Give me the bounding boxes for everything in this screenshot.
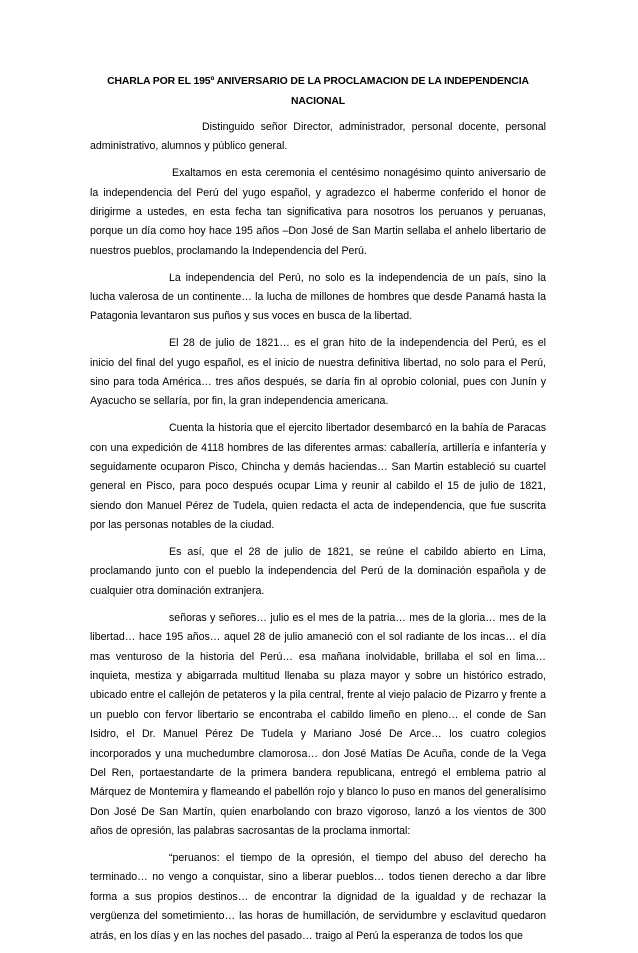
document-body — [90, 118, 546, 953]
paragraph: Cuenta la historia que el ejercito libertador desembarcó en la bahía de Paracas con una expedición de 4118 hombres de las diferentes armas: caballería, artillería e infantería y seguidamente ocuparon Pisco, Chincha y demás haciendas… San Martin estableció su cuartel general en Pisco, para poco después ocupar Lima y reunir al cabildo el 15 de julio de 1821, siendo don Manuel Pérez de Tudela, quien redacta el acta de independencia, que fue suscrita por las personas notables de la ciudad. — [90, 422, 546, 532]
paragraph: señoras y señores… julio es el mes de la patria… mes de la gloria… mes de la libertad… hace 195 años… aquel 28 de julio amaneció con el sol radiante de los incas… el día mas venturoso de la historia del Perú… esa mañana inolvidable, brillaba el sol en lima… inquieta, mestiza y abigarrada multitud llenaba su plaza mayor y sobre un histórico estrado, ubicado entre el callejón de petateros y la pila central, frente al viejo palacio de Pizarro y frente a un pueblo con fervor libertario se encontraba el cabildo limeño en pleno… el conde de San Isidro, el Dr. Manuel Pérez De Tudela y Mariano José De Arce… los cuatro colegios incorporados y una muchedumbre clamorosa… don José Matías De Acuña, conde de la Vega Del Ren, portaestandarte de la primera bandera republicana, entregó el emblema patrio al Márquez de Montemira y flameando el pabellón rojo y blanco lo puso en manos del generalísimo Don José De San Martín, quien enarbolando con brazo vigoroso, lanzó a los vientos de 300 años de opresión, las palabras sacrosantas de la proclama inmortal: — [90, 611, 546, 838]
paragraph: “peruanos: el tiempo de la opresión, el tiempo del abuso del derecho ha terminado… no vengo a conquistar, sino a liberar pueblos… todos tienen derecho a dar libre forma a sus propios destinos… de encontrar la dignidad de la igualdad y de rechazar la vergüenza del sometimiento… las horas de humillación, de servidumbre y esclavitud quedaron atrás, en los días y en las noches del pasado… traigo al Perú la esperanza de todos los que — [90, 851, 546, 942]
paragraph: Es así, que el 28 de julio de 1821, se reúne el cabildo abierto en Lima, proclamando junto con el pueblo la independencia del Perú de la dominación española y de cualquier otra dominación extranjera. — [90, 546, 546, 597]
paragraph: Exaltamos en esta ceremonia el centésimo nonagésimo quinto aniversario de la independencia del Perú del yugo español, y agradezco el haberme conferido el honor de dirigirme a ustedes, en esta fecha tan significativa para nosotros los peruanos y peruanas, porque un día como hoy hace 195 años –Don José de San Martin sellaba el anhelo libertario de nuestros pueblos, proclamando la Independencia del Perú. — [90, 167, 546, 257]
paragraph: El 28 de julio de 1821… es el gran hito de la independencia del Perú, es el inicio del final del yugo español, es el inicio de nuestra definitiva libertad, no solo para el Perú, sino para toda América… tres años después, se daría fin al oprobio colonial, pues con Junín y Ayacucho se sellaría, por fin, la gran independencia americana. — [90, 337, 546, 408]
paragraph: La independencia del Perú, no solo es la independencia de un país, sino la lucha valerosa de un continente… la lucha de millones de hombres que desde Panamá hasta la Patagonia levantaron sus puños y sus voces en busca de la libertad. — [90, 271, 546, 323]
paragraph: Distinguido señor Director, administrador, personal docente, personal administrativo, alumnos y público general. — [90, 121, 546, 153]
document-title: CHARLA POR EL 195º ANIVERSARIO DE LA PROCLAMACION DE LA INDEPENDENCIA NACIONAL — [107, 76, 529, 107]
